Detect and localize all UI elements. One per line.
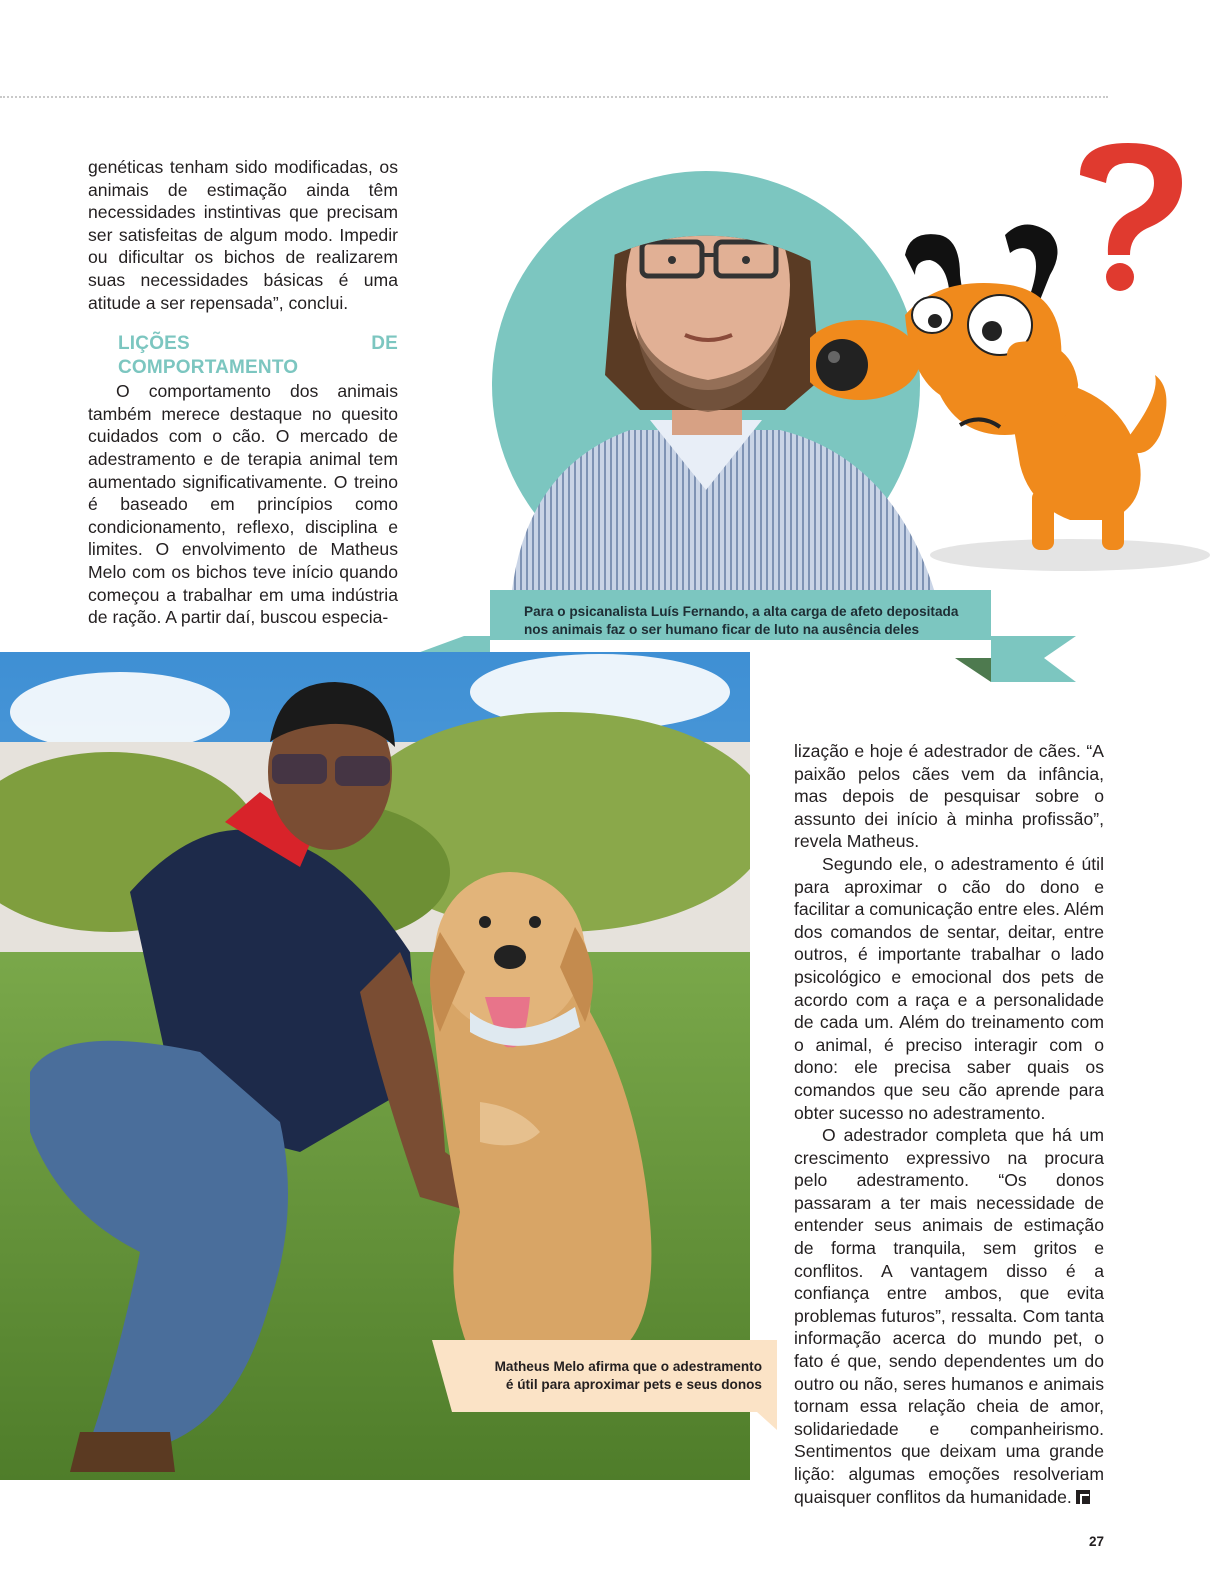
right-paragraph-1: lização e hoje é adestrador de cães. “A paixão pelos cães vem da infância, mas depois de pesquisar sobre o assunto dei início à minha profissão”, revela Matheus.	[794, 741, 1104, 852]
psychoanalyst-caption	[524, 603, 984, 638]
right-paragraph-3-text: O adestrador completa que há um crescimento expressivo na procura pelo adestramento. “Os donos passaram a ter mais necessidade de entender seus animais de estimação de forma tranquila, sem gritos e conflitos. A vantagem disso é a confiança entre ambos, que evita problemas futuros”, ressalta. Com tanta informação acerca do mundo pet, o fato é que, sendo dependentes um do outro ou não, seres humanos e animais tornam essa relação cheia de amor, solidariedade e companheirismo. Sentimentos que deixam uma grande lição: algumas emoções resolveriam quaisquer conflitos da humanidade.	[794, 1125, 1104, 1507]
section-heading: LIÇÕES DE COMPORTAMENTO	[118, 333, 398, 379]
trainer-caption-line-2: é útil para aproximar pets e seus donos	[505, 1376, 762, 1392]
page-number: 27	[1088, 1534, 1104, 1549]
right-paragraph-3	[794, 1124, 1104, 1508]
right-paragraph-2: Segundo ele, o adestramento é útil para aproximar o cão do dono e facilitar a comunicação entre eles. Além dos comandos de sentar, deitar, entre outros, é importante trabalhar o lado psicológico e emocional dos pets de acordo com a raça e a personalidade de cada um. Além do treinamento com o animal, é preciso interagir com o dono: ele precisa saber quais os comandos que seu cão aprende para obter sucesso no adestramento.	[794, 853, 1104, 1123]
trainer-caption	[450, 1358, 762, 1393]
top-dotted-rule	[0, 96, 1108, 98]
psychoanalyst-caption-line-1: Para o psicanalista Luís Fernando, a alta carga de afeto depositada	[524, 604, 959, 619]
left-text-column	[88, 156, 398, 629]
trainer-caption-line-1: Matheus Melo afirma que o adestramento	[494, 1359, 762, 1374]
right-text-column	[794, 740, 1104, 1508]
left-paragraph-2: O comportamento dos animais também merece destaque no quesito cuidados com o cão. O mercado de adestramento e de terapia animal tem aumentado significativamente. O treino é baseado em princípios como condicionamento, reflexo, disciplina e limites. O envolvimento de Matheus Melo com os bichos teve início quando começou a trabalhar em uma indústria de ração. A partir daí, buscou especia-	[88, 381, 398, 628]
left-paragraph-1: genéticas tenham sido modificadas, os animais de estimação ainda têm necessidades instintivas que precisam ser satisfeitas de algum modo. Impedir ou dificultar os bichos de realizarem suas necessidades básicas é uma atitude a ser repensada”, conclui.	[88, 157, 398, 313]
question-mark-icon	[1080, 143, 1182, 291]
cartoon-dog-illustration	[810, 135, 1211, 575]
psychoanalyst-caption-line-2: nos animais faz o ser humano ficar de luto na ausência deles	[524, 621, 920, 637]
end-of-article-icon	[1076, 1490, 1090, 1504]
